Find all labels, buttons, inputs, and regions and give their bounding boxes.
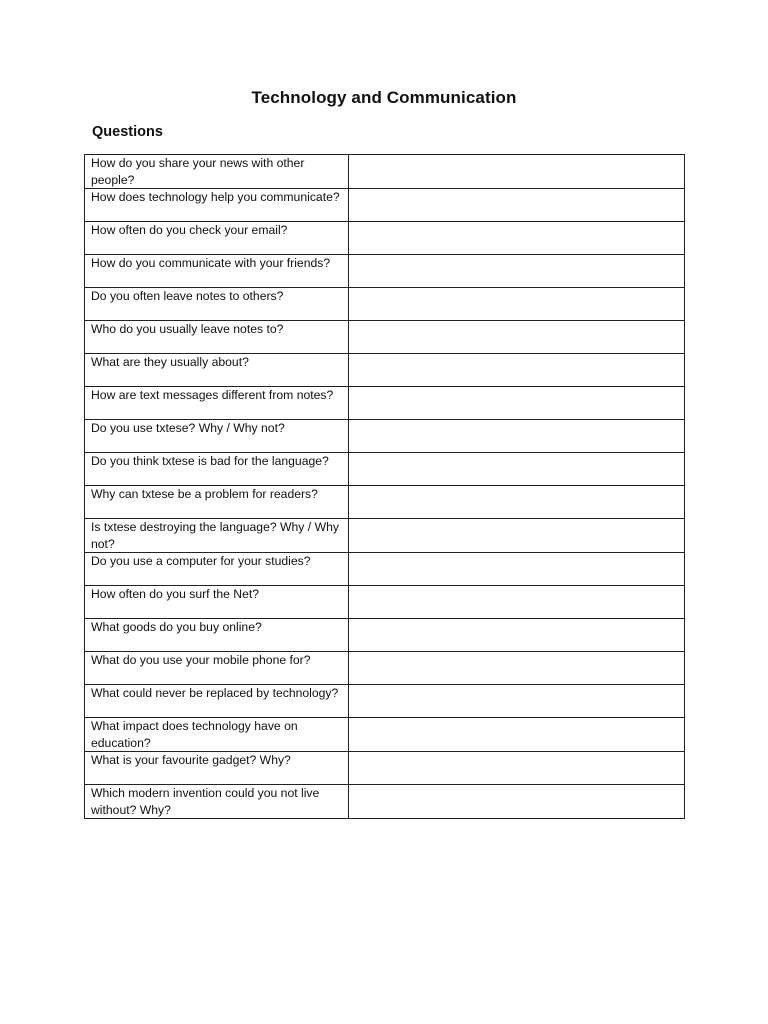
table-row: [85, 354, 685, 387]
question-cell: What impact does technology have on education?: [85, 718, 349, 752]
question-cell: Do you often leave notes to others?: [85, 288, 349, 321]
question-cell: Who do you usually leave notes to?: [85, 321, 349, 354]
table-row: [85, 519, 685, 553]
table-row: [85, 553, 685, 586]
page-title: Technology and Communication: [251, 88, 517, 107]
question-cell: How does technology help you communicate?: [85, 189, 349, 222]
question-cell: What could never be replaced by technology?: [85, 685, 349, 718]
answer-cell[interactable]: [349, 586, 685, 619]
question-cell: What goods do you buy online?: [85, 619, 349, 652]
table-row: [85, 718, 685, 752]
question-cell: How often do you check your email?: [85, 222, 349, 255]
table-row: [85, 222, 685, 255]
answer-cell[interactable]: [349, 718, 685, 752]
question-cell: What is your favourite gadget? Why?: [85, 752, 349, 785]
table-row: [85, 387, 685, 420]
answer-cell[interactable]: [349, 321, 685, 354]
answer-cell[interactable]: [349, 519, 685, 553]
answer-cell[interactable]: [349, 652, 685, 685]
question-cell: How do you communicate with your friends?: [85, 255, 349, 288]
table-row: [85, 486, 685, 519]
answer-cell[interactable]: [349, 685, 685, 718]
table-row: [85, 752, 685, 785]
table-row: [85, 420, 685, 453]
table-row: [85, 255, 685, 288]
answer-cell[interactable]: [349, 619, 685, 652]
table-row: [85, 189, 685, 222]
question-cell: Why can txtese be a problem for readers?: [85, 486, 349, 519]
table-row: [85, 288, 685, 321]
table-row: [85, 652, 685, 685]
answer-cell[interactable]: [349, 785, 685, 819]
table-row: [85, 586, 685, 619]
answer-cell[interactable]: [349, 354, 685, 387]
question-cell: What do you use your mobile phone for?: [85, 652, 349, 685]
answer-cell[interactable]: [349, 255, 685, 288]
section-heading: Questions: [92, 124, 163, 140]
answer-cell[interactable]: [349, 486, 685, 519]
question-cell: Which modern invention could you not live without? Why?: [85, 785, 349, 819]
table-row: [85, 321, 685, 354]
question-cell: Do you use txtese? Why / Why not?: [85, 420, 349, 453]
table-row: [85, 785, 685, 819]
answer-cell[interactable]: [349, 189, 685, 222]
answer-cell[interactable]: [349, 288, 685, 321]
question-cell: Do you use a computer for your studies?: [85, 553, 349, 586]
answer-cell[interactable]: [349, 387, 685, 420]
answer-cell[interactable]: [349, 155, 685, 189]
table-row: [85, 155, 685, 189]
table-row: [85, 453, 685, 486]
answer-cell[interactable]: [349, 420, 685, 453]
question-cell: How do you share your news with other people?: [85, 155, 349, 189]
question-cell: How often do you surf the Net?: [85, 586, 349, 619]
question-cell: Do you think txtese is bad for the language?: [85, 453, 349, 486]
answer-cell[interactable]: [349, 752, 685, 785]
answer-cell[interactable]: [349, 222, 685, 255]
question-cell: Is txtese destroying the language? Why / Why not?: [85, 519, 349, 553]
questions-table: [84, 154, 685, 819]
question-cell: How are text messages different from notes?: [85, 387, 349, 420]
question-cell: What are they usually about?: [85, 354, 349, 387]
table-row: [85, 619, 685, 652]
answer-cell[interactable]: [349, 553, 685, 586]
table-row: [85, 685, 685, 718]
answer-cell[interactable]: [349, 453, 685, 486]
